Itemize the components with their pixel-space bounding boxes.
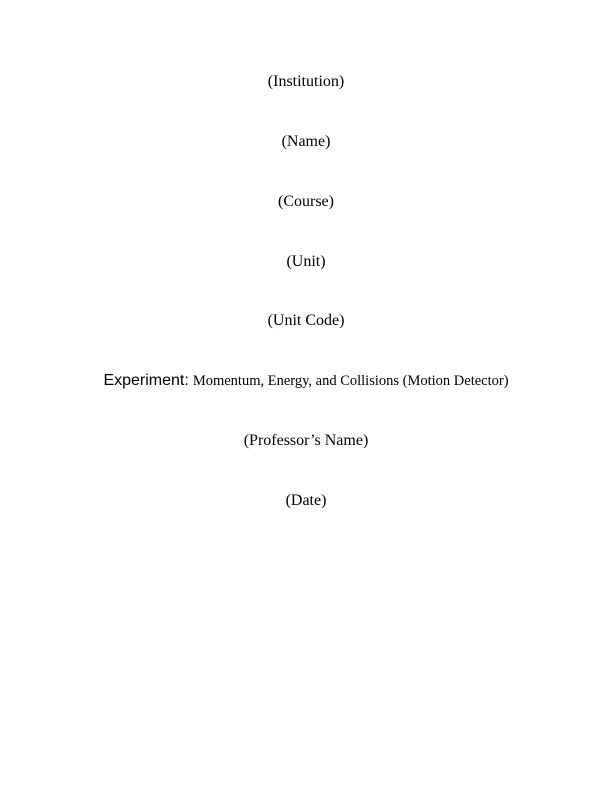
course-line: (Course) — [278, 193, 334, 210]
unit-code-line: (Unit Code) — [267, 312, 345, 329]
unit-line: (Unit) — [286, 253, 326, 270]
institution-line: (Institution) — [267, 73, 345, 90]
date-line: (Date) — [285, 492, 327, 509]
experiment-label: Experiment: — [103, 372, 189, 389]
experiment-line — [0, 371, 612, 391]
name-line: (Name) — [281, 133, 331, 150]
experiment-title: Momentum, Energy, and Collisions (Motion Detector) — [192, 373, 509, 389]
professor-name-line: (Professor’s Name) — [243, 432, 369, 449]
